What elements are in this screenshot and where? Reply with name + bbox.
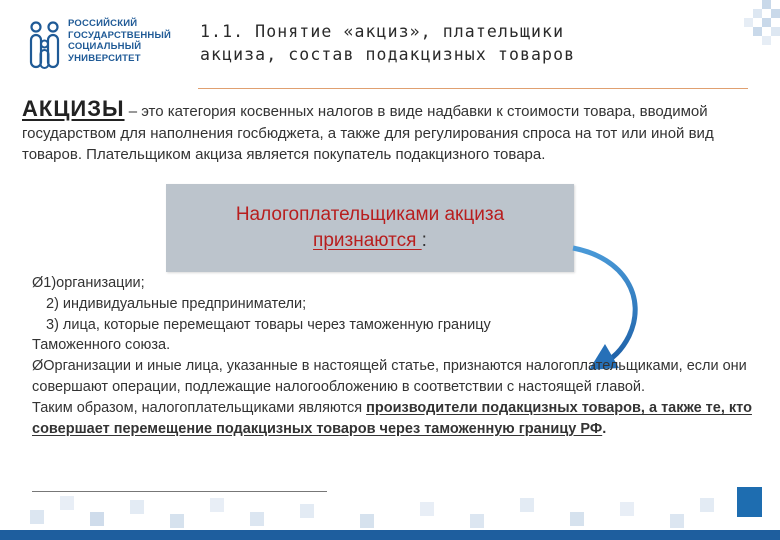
logo-line: ГОСУДАРСТВЕННЫЙ: [68, 29, 172, 41]
summary-paragraph: [32, 398, 752, 440]
summary-bold: производители подакцизных товаров, а также те, кто совершает перемещение подакцизных товаров через таможенную границу РФ: [32, 399, 752, 437]
list-item: 3) лица, которые перемещают товары через таможенную границу: [46, 316, 491, 333]
callout-box: [166, 184, 574, 272]
bottom-pixel-decoration: [0, 486, 780, 540]
term-akcizy: АКЦИЗЫ: [22, 96, 125, 121]
corner-decoration: [720, 0, 780, 50]
callout-line-2: признаются: [313, 230, 422, 251]
list-item: ØОрганизации и иные лица, указанные в настоящей статье, признаются налогоплательщиками, если они совершают операции, подлежащие налогообложению в соответствии с настоящей главой.: [32, 358, 747, 395]
people-logo-icon: [28, 20, 62, 72]
payers-list: [32, 273, 752, 439]
title-line-1: 1.1. Понятие «акциз», плательщики: [200, 22, 565, 41]
logo-line: УНИВЕРСИТЕТ: [68, 52, 141, 64]
summary-end: .: [602, 420, 607, 437]
logo-line: СОЦИАЛЬНЫЙ: [68, 41, 142, 52]
nav-square-button[interactable]: [737, 487, 762, 517]
title-divider: [198, 88, 748, 89]
summary-prefix: Таким образом, налогоплательщиками являются: [32, 399, 367, 416]
logo-line: РОССИЙСКИЙ: [68, 18, 138, 29]
list-item: Ø1)организации;: [32, 275, 145, 291]
definition-text: – это категория косвенных налогов в виде надбавки к стоимости товара, вводимой государством для наполнения госбюджета, а также для регулирования спроса на тот или иной вид товаров. Плательщиком акциза является покупатель подакцизного товара.: [22, 103, 714, 163]
list-item: 2) индивидуальные предприниматели;: [46, 295, 307, 312]
callout-text: [166, 184, 574, 254]
logo-text: [68, 18, 171, 64]
definition-paragraph: [22, 98, 772, 166]
callout-line-1: Налогоплательщиками акциза: [235, 204, 505, 225]
slide-title: [200, 20, 720, 66]
title-line-2: акциза, состав подакцизных товаров: [200, 45, 576, 64]
list-item: Таможенного союза.: [32, 337, 171, 354]
callout-colon: :: [421, 230, 427, 251]
university-logo: [28, 18, 172, 78]
